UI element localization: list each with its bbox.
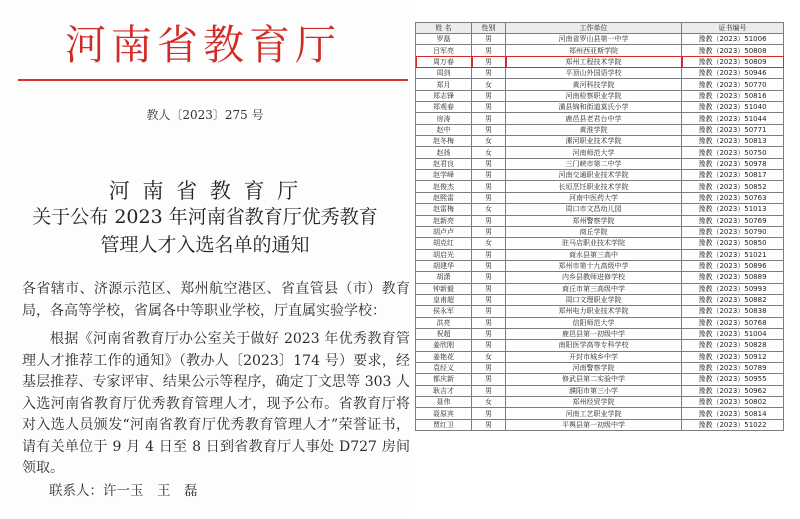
cell-certificate: 豫教（2023）50790 xyxy=(682,226,784,237)
cell-certificate: 豫教（2023）50850 xyxy=(682,238,784,249)
cell-workplace: 河南中医药大学 xyxy=(506,192,682,203)
cell-name: 胡潇 xyxy=(416,272,472,283)
table-row xyxy=(416,102,784,113)
cell-gender: 男 xyxy=(472,328,506,339)
cell-gender: 男 xyxy=(472,306,506,317)
cell-name: 周万春 xyxy=(416,56,472,67)
notice-title xyxy=(0,203,410,259)
cell-gender: 男 xyxy=(472,374,506,385)
table-row xyxy=(416,204,784,215)
table-row xyxy=(416,306,784,317)
cell-certificate: 豫教（2023）50816 xyxy=(682,90,784,101)
cell-certificate: 豫教（2023）50770 xyxy=(682,79,784,90)
cell-workplace: 信阳师范大学 xyxy=(506,317,682,328)
cell-certificate: 豫教（2023）51004 xyxy=(682,328,784,339)
cell-gender: 男 xyxy=(472,408,506,419)
cell-name: 耿吉才 xyxy=(416,385,472,396)
cell-workplace: 长垣烹饪职业技术学院 xyxy=(506,181,682,192)
issuer-name: 河 南 省 教 育 厅 xyxy=(108,179,302,203)
table-row xyxy=(416,385,784,396)
cell-certificate: 豫教（2023）50912 xyxy=(682,351,784,362)
cell-certificate: 豫教（2023）50808 xyxy=(682,45,784,56)
cell-workplace: 河南师范大学 xyxy=(506,147,682,158)
cell-name: 赵冬梅 xyxy=(416,136,472,147)
cell-certificate: 豫教（2023）50813 xyxy=(682,136,784,147)
cell-gender: 男 xyxy=(472,181,506,192)
cell-workplace: 内乡县教师进修学校 xyxy=(506,272,682,283)
cell-name: 周剑 xyxy=(416,68,472,79)
cell-workplace: 郑州西亚斯学院 xyxy=(506,45,682,56)
cell-name: 侯永军 xyxy=(416,306,472,317)
table-row xyxy=(416,226,784,237)
cell-workplace: 黄淮学院 xyxy=(506,124,682,135)
contact-line: 联系人：许一玉 王 磊 xyxy=(49,483,198,499)
cell-gender: 女 xyxy=(472,147,506,158)
cell-certificate: 豫教（2023）50889 xyxy=(682,272,784,283)
cell-name: 吕军亮 xyxy=(416,45,472,56)
cell-workplace: 商丘学院 xyxy=(506,226,682,237)
cell-name: 胡卢卢 xyxy=(416,226,472,237)
cell-certificate: 豫教（2023）51044 xyxy=(682,113,784,124)
cell-name: 胡克红 xyxy=(416,238,472,249)
cell-workplace: 修武县第二实验中学 xyxy=(506,374,682,385)
cell-name: 祝超 xyxy=(416,328,472,339)
notice-title-line2: 管理人才入选名单的通知 xyxy=(100,234,310,256)
cell-certificate: 豫教（2023）51013 xyxy=(682,204,784,215)
cell-name: 袁经义 xyxy=(416,362,472,373)
table-row xyxy=(416,68,784,79)
table-row xyxy=(416,238,784,249)
cell-certificate: 豫教（2023）51040 xyxy=(682,102,784,113)
cell-gender: 女 xyxy=(472,204,506,215)
cell-name: 聂原宾 xyxy=(416,408,472,419)
cell-gender: 男 xyxy=(472,226,506,237)
cell-certificate: 豫教（2023）50962 xyxy=(682,385,784,396)
cell-name: 赵新亮 xyxy=(416,215,472,226)
cell-name: 贾红卫 xyxy=(416,419,472,430)
cell-workplace: 周口市文昌幼儿园 xyxy=(506,204,682,215)
table-row xyxy=(416,181,784,192)
table-row xyxy=(416,283,784,294)
cell-gender: 男 xyxy=(472,362,506,373)
cell-gender: 男 xyxy=(472,34,506,45)
cell-workplace: 开封市城乡中学 xyxy=(506,351,682,362)
cell-gender: 男 xyxy=(472,340,506,351)
cell-workplace: 鹿邑县第一初级中学 xyxy=(506,328,682,339)
cell-certificate: 豫教（2023）50802 xyxy=(682,397,784,408)
cell-workplace: 郑州市第十九高级中学 xyxy=(506,260,682,271)
cell-name: 赵君良 xyxy=(416,158,472,169)
cell-certificate: 豫教（2023）50771 xyxy=(682,124,784,135)
cell-gender: 男 xyxy=(472,45,506,56)
cell-name: 姜艳花 xyxy=(416,351,472,362)
cell-certificate: 豫教（2023）50838 xyxy=(682,306,784,317)
cell-workplace: 周口文理职业学院 xyxy=(506,294,682,305)
cell-workplace: 漯河职业技术学院 xyxy=(506,136,682,147)
table-row xyxy=(416,408,784,419)
cell-gender: 男 xyxy=(472,124,506,135)
cell-workplace: 郑州经贸学院 xyxy=(506,397,682,408)
cell-gender: 男 xyxy=(472,249,506,260)
table-row xyxy=(416,170,784,181)
cell-workplace: 商丘市第三高级中学 xyxy=(506,283,682,294)
table-row xyxy=(416,272,784,283)
body-paragraph: 根据《河南省教育厅办公室关于做好 2023 年优秀教育管理人才推荐工作的通知》（教办人〔2023〕174 号）要求，经基层推荐、专家评审、结果公示等程序，确定丁文思等 303 人入选河南省教育厅优秀教育管理人才，现予公布。省教育厅将对入选人员颁发“河南省教育厅优秀教育管理人才”荣誉证书，请有关单位于 9 月 4 日至 8 日到省教育厅人事处 D727 房间领取。 xyxy=(22,331,410,476)
table-row xyxy=(416,192,784,203)
cell-workplace: 黄河科技学院 xyxy=(506,79,682,90)
header-certificate: 证书编号 xyxy=(682,23,784,34)
cell-name: 罗磊 xyxy=(416,34,472,45)
cell-gender: 男 xyxy=(472,283,506,294)
cell-gender: 男 xyxy=(472,90,506,101)
table-row xyxy=(416,56,784,67)
cell-name: 房涛 xyxy=(416,113,472,124)
cell-workplace: 平顶山外国语学校 xyxy=(506,68,682,79)
table-row xyxy=(416,45,784,56)
cell-certificate: 豫教（2023）51021 xyxy=(682,249,784,260)
cell-certificate: 豫教（2023）50769 xyxy=(682,215,784,226)
cell-certificate: 豫教（2023）50882 xyxy=(682,294,784,305)
cell-certificate: 豫教（2023）50814 xyxy=(682,408,784,419)
cell-certificate: 豫教（2023）50763 xyxy=(682,192,784,203)
cell-name: 都庆新 xyxy=(416,374,472,385)
cell-certificate: 豫教（2023）50789 xyxy=(682,362,784,373)
cell-certificate: 豫教（2023）50852 xyxy=(682,181,784,192)
table-row xyxy=(416,124,784,135)
cell-certificate: 豫教（2023）50978 xyxy=(682,158,784,169)
awardee-table-panel xyxy=(415,22,783,431)
cell-gender: 男 xyxy=(472,56,506,67)
cell-gender: 男 xyxy=(472,385,506,396)
cell-workplace: 河南检察职业学院 xyxy=(506,90,682,101)
notice-title-line1: 关于公布 2023 年河南省教育厅优秀教育 xyxy=(32,206,378,228)
cell-gender: 女 xyxy=(472,79,506,90)
cell-certificate: 豫教（2023）50896 xyxy=(682,260,784,271)
cell-workplace: 河南省罗山县第一中学 xyxy=(506,34,682,45)
cell-certificate: 豫教（2023）50955 xyxy=(682,374,784,385)
table-row xyxy=(416,317,784,328)
document-number: 教人〔2023〕275 号 xyxy=(146,108,264,122)
cell-name: 皇甫超 xyxy=(416,294,472,305)
header-name: 姓 名 xyxy=(416,23,472,34)
cell-gender: 女 xyxy=(472,397,506,408)
table-row xyxy=(416,90,784,101)
cell-certificate: 豫教（2023）50809 xyxy=(682,56,784,67)
table-row xyxy=(416,215,784,226)
table-row xyxy=(416,147,784,158)
table-row xyxy=(416,351,784,362)
cell-name: 郑志锋 xyxy=(416,90,472,101)
header-red-rule xyxy=(18,79,408,81)
table-row xyxy=(416,79,784,90)
cell-workplace: 商水县第三高中 xyxy=(506,249,682,260)
awardee-table xyxy=(415,22,784,431)
cell-name: 赵雷梅 xyxy=(416,204,472,215)
cell-workplace: 濮阳市第三小学 xyxy=(506,385,682,396)
cell-gender: 男 xyxy=(472,317,506,328)
recipients-paragraph: 各省辖市、济源示范区、郑州航空港区、省直管县（市）教育局，各高等学校，省属各中等职业学校，厅直属实验学校： xyxy=(22,281,410,319)
cell-gender: 女 xyxy=(472,238,506,249)
cell-name: 郑观春 xyxy=(416,102,472,113)
cell-workplace: 河南交通职业技术学院 xyxy=(506,170,682,181)
cell-gender: 男 xyxy=(472,113,506,124)
cell-gender: 男 xyxy=(472,260,506,271)
cell-workplace: 郑州警察学院 xyxy=(506,215,682,226)
cell-certificate: 豫教（2023）51006 xyxy=(682,34,784,45)
cell-name: 胡建华 xyxy=(416,260,472,271)
cell-certificate: 豫教（2023）50993 xyxy=(682,283,784,294)
table-row xyxy=(416,362,784,373)
cell-name: 聂伟 xyxy=(416,397,472,408)
cell-name: 赵扬 xyxy=(416,147,472,158)
cell-gender: 男 xyxy=(472,192,506,203)
table-row xyxy=(416,328,784,339)
cell-workplace: 南阳医学高等专科学校 xyxy=(506,340,682,351)
table-row xyxy=(416,419,784,430)
cell-certificate: 豫教（2023）50750 xyxy=(682,147,784,158)
table-row xyxy=(416,113,784,124)
table-row xyxy=(416,340,784,351)
cell-name: 郑月 xyxy=(416,79,472,90)
cell-workplace: 郑州电力职业技术学院 xyxy=(506,306,682,317)
cell-workplace: 河南警察学院 xyxy=(506,362,682,373)
table-row xyxy=(416,136,784,147)
cell-workplace: 河南工艺职业学院 xyxy=(506,408,682,419)
cell-name: 姜欣刚 xyxy=(416,340,472,351)
cell-workplace: 平舆县第一初级中学 xyxy=(506,419,682,430)
cell-gender: 男 xyxy=(472,272,506,283)
cell-certificate: 豫教（2023）50828 xyxy=(682,340,784,351)
table-body xyxy=(416,34,784,431)
header-workplace: 工作单位 xyxy=(506,23,682,34)
cell-certificate: 豫教（2023）50946 xyxy=(682,68,784,79)
cell-gender: 男 xyxy=(472,419,506,430)
cell-gender: 女 xyxy=(472,136,506,147)
table-row xyxy=(416,34,784,45)
cell-gender: 男 xyxy=(472,215,506,226)
cell-workplace: 郑州工程技术学院 xyxy=(506,56,682,67)
table-row xyxy=(416,249,784,260)
table-row xyxy=(416,260,784,271)
cell-name: 赵中 xyxy=(416,124,472,135)
cell-certificate: 豫教（2023）51022 xyxy=(682,419,784,430)
cell-gender: 男 xyxy=(472,102,506,113)
cell-gender: 男 xyxy=(472,68,506,79)
table-row xyxy=(416,397,784,408)
cell-name: 胡启光 xyxy=(416,249,472,260)
cell-workplace: 潢县锦和街道莫氏小学 xyxy=(506,102,682,113)
cell-name: 钟新毅 xyxy=(416,283,472,294)
header-gender: 性别 xyxy=(472,23,506,34)
cell-name: 赵熙雷 xyxy=(416,192,472,203)
cell-gender: 男 xyxy=(472,170,506,181)
cell-gender: 男 xyxy=(472,294,506,305)
cell-certificate: 豫教（2023）50817 xyxy=(682,170,784,181)
cell-workplace: 驻马店职业技术学院 xyxy=(506,238,682,249)
cell-certificate: 豫教（2023）50768 xyxy=(682,317,784,328)
table-header-row xyxy=(416,23,784,34)
cell-name: 洪亮 xyxy=(416,317,472,328)
bureau-header: 河南省教育厅 xyxy=(65,21,341,69)
cell-gender: 女 xyxy=(472,351,506,362)
table-row xyxy=(416,294,784,305)
cell-name: 赵俊杰 xyxy=(416,181,472,192)
cell-gender: 男 xyxy=(472,158,506,169)
table-row xyxy=(416,374,784,385)
cell-workplace: 鹿邑县老君台中学 xyxy=(506,113,682,124)
cell-workplace: 三门峡市第二中学 xyxy=(506,158,682,169)
table-row xyxy=(416,158,784,169)
cell-name: 赵学峰 xyxy=(416,170,472,181)
